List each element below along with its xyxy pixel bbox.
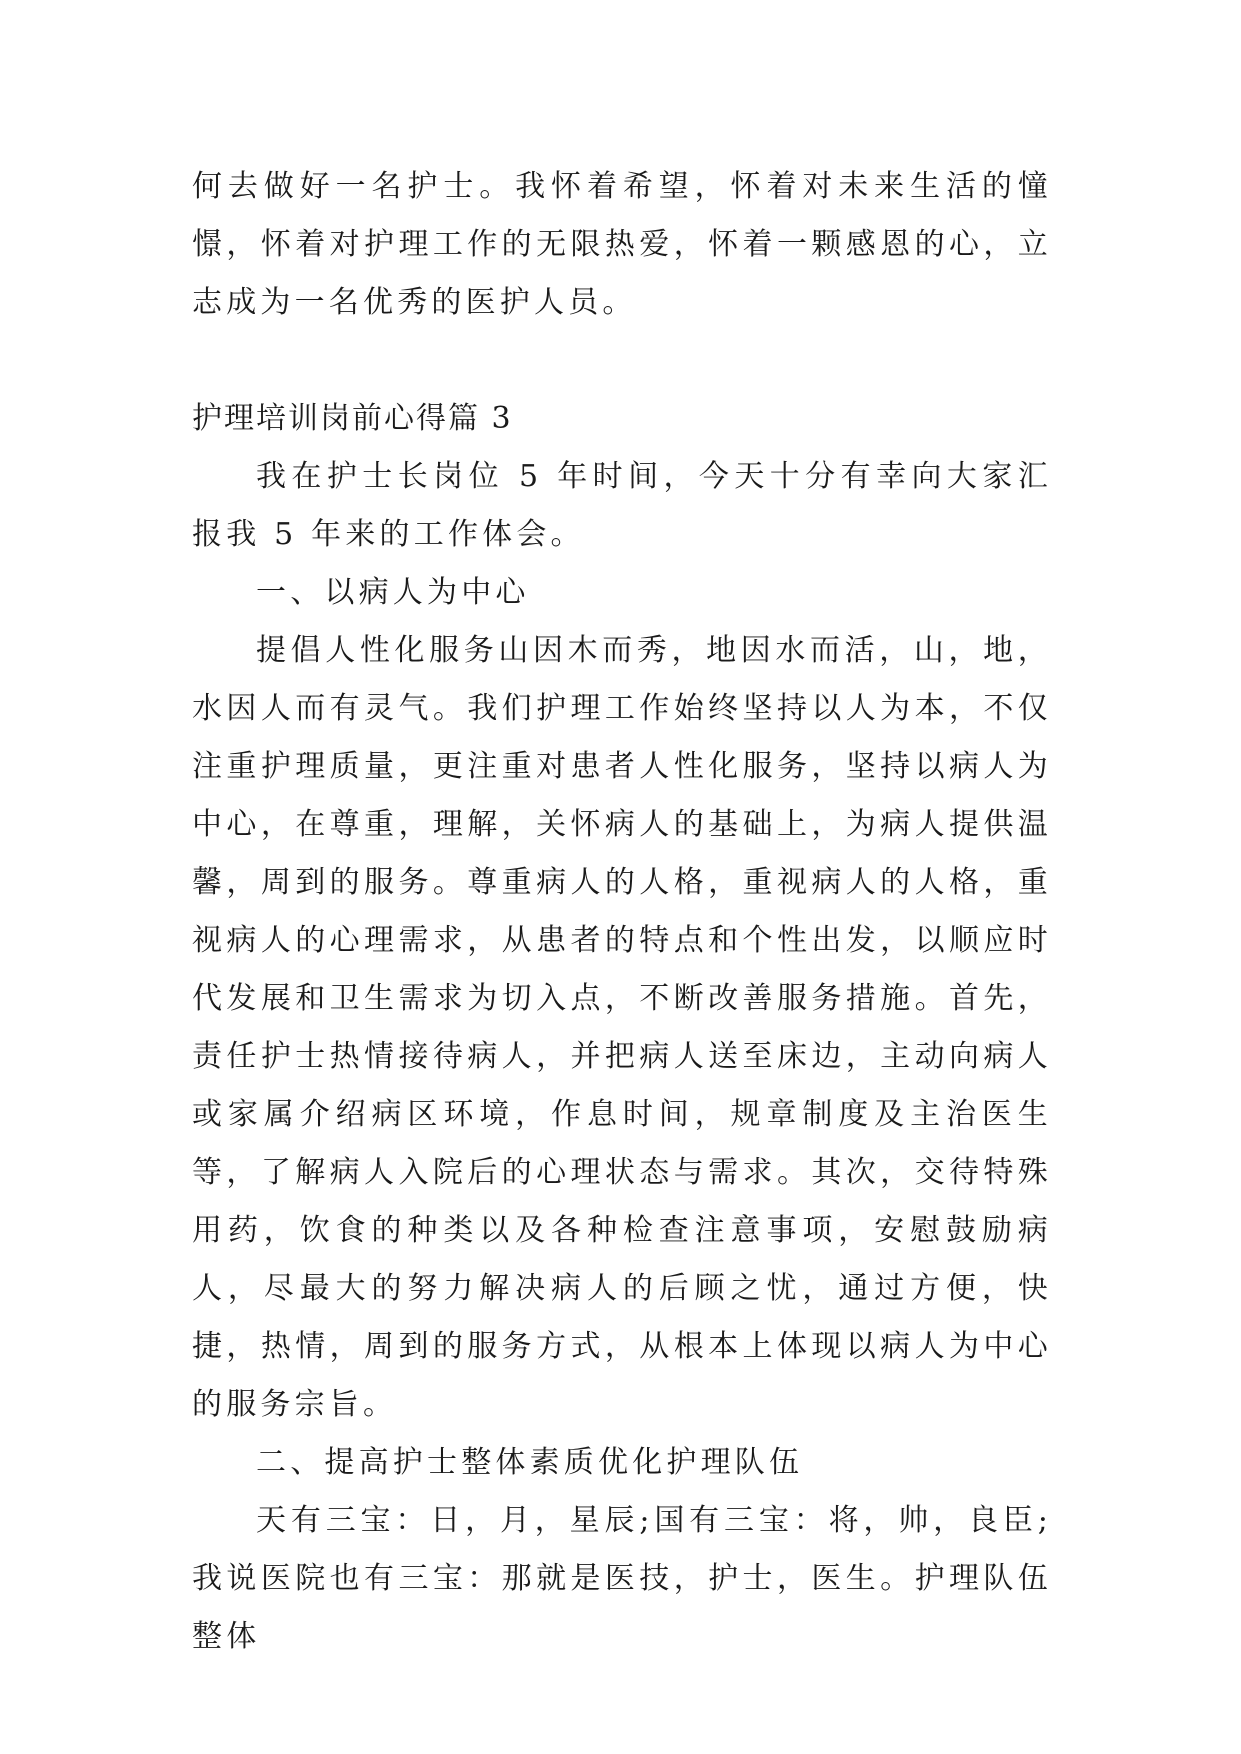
paragraph-intro: 我在护士长岗位 5 年时间，今天十分有幸向大家汇报我 5 年来的工作体会。 [192,459,1052,552]
heading-patient-centered: 一、以病人为中心 [256,575,530,610]
continued-paragraph: 何去做好一名护士。我怀着希望，怀着对未来生活的憧憬，怀着对护理工作的无限热爱，怀着一颗感恩的心，立志成为一名优秀的医护人员。 [192,169,1052,320]
heading-nurse-quality: 二、提高护士整体素质优化护理队伍 [256,1445,804,1480]
document-body [192,158,1052,1666]
paragraph-humanized-service: 提倡人性化服务山因木而秀，地因水而活，山，地，水因人而有灵气。我们护理工作始终坚持以人为本，不仅注重护理质量，更注重对患者人性化服务，坚持以病人为中心，在尊重，理解，关怀病人的基础上，为病人提供温馨，周到的服务。尊重病人的人格，重视病人的人格，重视病人的心理需求，从患者的特点和个性出发，以顺应时代发展和卫生需求为切入点，不断改善服务措施。首先，责任护士热情接待病人，并把病人送至床边，主动向病人或家属介绍病区环境，作息时间，规章制度及主治医生等，了解病人入院后的心理状态与需求。其次，交待特殊用药，饮食的种类以及各种检查注意事项，安慰鼓励病人，尽最大的努力解决病人的后顾之忧，通过方便，快捷，热情，周到的服务方式，从根本上体现以病人为中心的服务宗旨。 [192,633,1052,1422]
section-title: 护理培训岗前心得篇 3 [192,401,513,436]
paragraph-three-treasures: 天有三宝：日，月，星辰;国有三宝：将，帅，良臣;我说医院也有三宝：那就是医技，护士，医生。护理队伍整体 [192,1503,1052,1654]
